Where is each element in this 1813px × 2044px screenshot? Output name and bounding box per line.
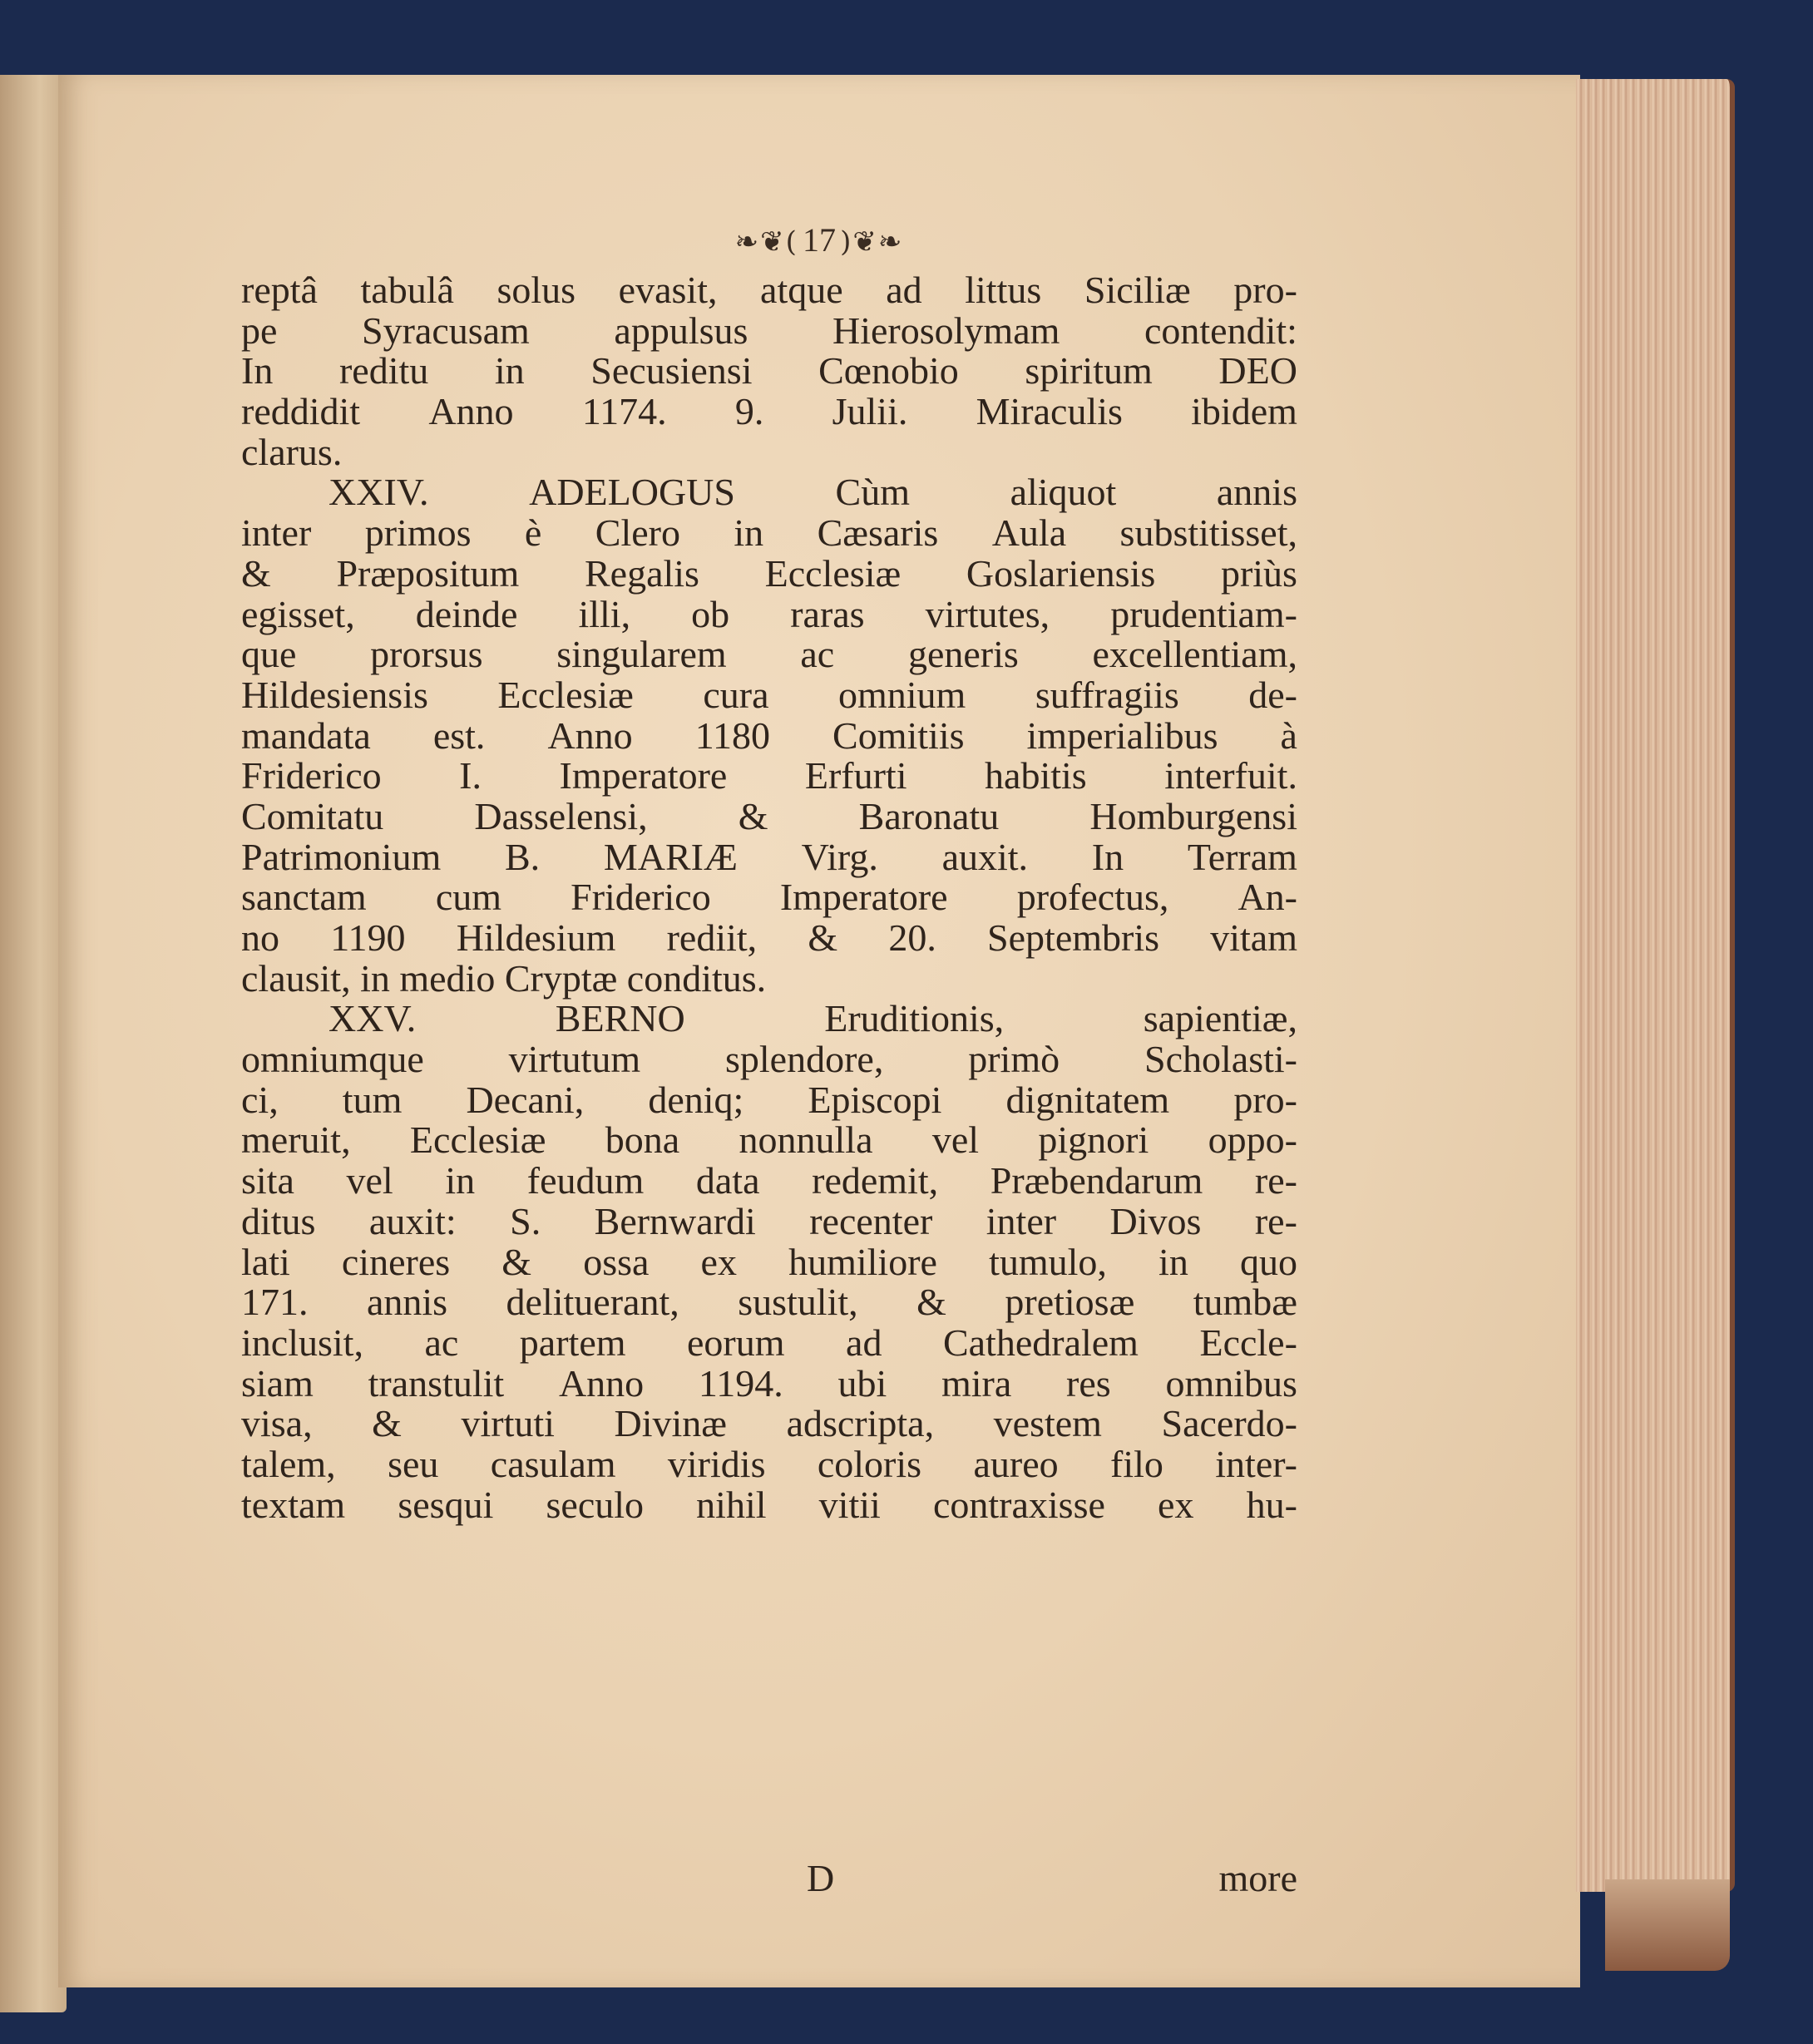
word: ADELOGUS — [529, 471, 735, 514]
word: dignitatem — [1005, 1078, 1170, 1121]
word: In — [241, 349, 274, 393]
text-line — [241, 1039, 1297, 1080]
word: Cæsaris — [817, 511, 939, 555]
page-number: 17 — [803, 221, 836, 259]
ornament-right: )❦❧ — [840, 225, 904, 259]
word: eorum — [687, 1321, 785, 1364]
word: deniq; — [648, 1078, 744, 1121]
word: egisset, — [241, 592, 355, 635]
word: Divos — [1109, 1199, 1202, 1242]
text-line — [241, 877, 1297, 918]
word: ci, — [241, 1078, 279, 1121]
word: mandata — [241, 713, 371, 757]
word: Anno — [547, 713, 633, 757]
word: mira — [941, 1361, 1012, 1405]
word: virtutum — [508, 1038, 641, 1081]
word: reddidit — [241, 390, 361, 433]
word: ad — [886, 269, 922, 311]
word: transtulit — [368, 1361, 505, 1405]
word: pe — [241, 309, 278, 352]
word: generis — [907, 633, 1019, 676]
word: Anno — [558, 1361, 645, 1405]
text-line — [241, 551, 1297, 595]
text-line — [241, 1080, 1297, 1121]
word: S. — [510, 1199, 541, 1242]
word: ibidem — [1191, 390, 1297, 433]
word: res — [1066, 1361, 1111, 1405]
word: sanctam — [241, 876, 367, 919]
word: Præpositum — [336, 551, 520, 595]
word: seculo — [546, 1483, 645, 1526]
ornament-left: ❧❦( — [734, 225, 798, 259]
word: meruit, — [241, 1118, 351, 1162]
word: Friderico — [571, 876, 711, 919]
word: 20. — [888, 916, 936, 959]
word: Septembris — [987, 916, 1160, 959]
word: MARIÆ — [603, 835, 738, 878]
word: suffragiis — [1035, 673, 1179, 716]
word: Decani, — [466, 1078, 585, 1121]
word: sita — [241, 1159, 294, 1202]
word: contendit: — [1144, 309, 1297, 352]
word: filo — [1110, 1442, 1163, 1485]
word: sesqui — [398, 1483, 494, 1526]
text-line — [241, 1242, 1297, 1283]
word: adscripta, — [786, 1402, 935, 1445]
word: Siciliæ — [1084, 269, 1191, 311]
word: nonnulla — [739, 1118, 873, 1162]
word: In — [1091, 835, 1124, 878]
word: contraxisse — [932, 1483, 1105, 1526]
word: ad — [846, 1321, 882, 1364]
word: DEO — [1218, 349, 1297, 393]
word: è — [524, 511, 542, 555]
word: ob — [691, 592, 730, 635]
word: & — [916, 1281, 946, 1324]
word: Miraculis — [976, 390, 1123, 433]
word: atque — [760, 269, 843, 311]
word: viridis — [667, 1442, 766, 1485]
word: Terram — [1187, 835, 1297, 878]
word: Hildesiensis — [241, 673, 428, 716]
word: splendore, — [725, 1038, 884, 1081]
text-line — [241, 1120, 1297, 1161]
word: Patrimonium — [241, 835, 442, 878]
word: data — [695, 1159, 760, 1202]
word: auxit: — [368, 1199, 457, 1242]
word: virtuti — [461, 1402, 555, 1445]
word: prudentiam- — [1110, 592, 1297, 635]
text-line — [241, 675, 1297, 716]
word: Julii. — [832, 390, 908, 433]
page-footer — [241, 1856, 1297, 1906]
word: Eruditionis, — [824, 997, 1005, 1040]
word: à — [1280, 713, 1297, 757]
word: pro- — [1233, 1078, 1297, 1121]
catchword: more — [1218, 1857, 1297, 1899]
page-block-edges — [1576, 79, 1735, 1892]
word: Dasselensi, — [474, 794, 648, 837]
text-line — [241, 1199, 1297, 1242]
word: ossa — [583, 1240, 650, 1283]
word: Bernwardi — [594, 1199, 756, 1242]
word: hu- — [1246, 1483, 1297, 1526]
word: in — [734, 511, 764, 555]
word: solus — [496, 269, 576, 311]
word: raras — [790, 592, 865, 635]
word: Sacerdo- — [1161, 1402, 1297, 1445]
word: An- — [1237, 876, 1297, 919]
text-line — [241, 1282, 1297, 1323]
word: Aula — [991, 511, 1067, 555]
word: aureo — [973, 1442, 1059, 1485]
word: talem, — [241, 1442, 336, 1485]
text-line — [241, 634, 1297, 675]
word: rediit, — [666, 916, 758, 959]
word: evasit, — [618, 269, 718, 311]
word: 1180 — [694, 713, 770, 757]
text-line — [241, 1323, 1297, 1364]
word: redemit, — [812, 1159, 939, 1202]
word: que — [241, 633, 297, 676]
word: inclusit, — [241, 1321, 363, 1364]
word: vel — [931, 1118, 980, 1162]
word: delituerant, — [506, 1281, 679, 1324]
word: omnibus — [1165, 1361, 1297, 1405]
word: Cathedralem — [942, 1321, 1139, 1364]
word: cura — [703, 673, 769, 716]
word: B. — [504, 835, 541, 878]
word: in — [445, 1159, 476, 1202]
word: vitii — [818, 1483, 881, 1526]
word: vitam — [1210, 916, 1297, 959]
word: primò — [968, 1038, 1060, 1081]
word: Episcopi — [808, 1078, 942, 1121]
word: Hildesium — [456, 916, 616, 959]
word: appulsus — [614, 309, 748, 352]
paragraph-start-xxiv — [241, 472, 1297, 513]
text-line — [241, 311, 1297, 352]
word: Ecclesiæ — [409, 1118, 546, 1162]
word: Comitiis — [832, 713, 965, 757]
text-line — [241, 1444, 1297, 1485]
word: Homburgensi — [1089, 794, 1297, 837]
word: reditu — [338, 349, 429, 393]
word: in — [494, 349, 525, 393]
text-line — [241, 592, 1297, 635]
word: no — [241, 916, 279, 959]
text-line — [241, 918, 1297, 959]
word: est. — [432, 713, 486, 757]
word: Secusiensi — [590, 349, 753, 393]
word: excellentiam, — [1092, 633, 1297, 676]
text-line: clausit, in medio Cryptæ conditus. — [241, 956, 767, 1000]
word: nihil — [696, 1483, 767, 1526]
word: Comitatu — [241, 794, 384, 837]
word: inter- — [1215, 1442, 1297, 1485]
word: prorsus — [370, 633, 483, 676]
word: & — [808, 916, 838, 959]
word: feudum — [526, 1159, 645, 1202]
word: 1174. — [581, 390, 667, 433]
word: primos — [364, 511, 472, 555]
word: Cùm — [835, 471, 911, 514]
word: virtutes, — [925, 592, 1050, 635]
word: Eccle- — [1199, 1321, 1297, 1364]
word: 1190 — [330, 916, 406, 959]
word: littus — [965, 269, 1042, 311]
word: pretiosæ — [1005, 1281, 1135, 1324]
facing-page-edge — [0, 75, 67, 2012]
word: quo — [1239, 1240, 1297, 1283]
text-line: clarus. — [241, 430, 343, 473]
word: Clero — [595, 511, 680, 555]
word: deinde — [415, 592, 518, 635]
word: aliquot — [1010, 471, 1117, 514]
word: Anno — [428, 390, 514, 433]
word: humiliore — [788, 1240, 937, 1283]
word: lati — [241, 1240, 290, 1283]
word: vel — [346, 1159, 393, 1202]
word: seu — [388, 1442, 439, 1485]
word: cum — [435, 876, 502, 919]
word: de- — [1248, 673, 1297, 716]
word: ex — [700, 1240, 737, 1283]
word: 1194. — [698, 1361, 783, 1405]
word: tumbæ — [1193, 1281, 1297, 1324]
word: visa, — [241, 1402, 313, 1445]
word: Baronatu — [858, 794, 1000, 837]
word: oppo- — [1208, 1118, 1297, 1162]
word: Cœnobio — [818, 349, 959, 393]
word: Divinæ — [614, 1402, 727, 1445]
word: reptâ — [241, 269, 318, 311]
word: omnium — [838, 673, 966, 716]
word: Goslariensis — [966, 551, 1156, 595]
text-line — [241, 351, 1297, 392]
word: re- — [1254, 1159, 1297, 1202]
word: vestem — [993, 1402, 1102, 1445]
word: I. — [459, 754, 482, 797]
word: Virg. — [801, 835, 878, 878]
word: tum — [342, 1078, 403, 1121]
word: Ecclesiæ — [764, 551, 902, 595]
word: siam — [241, 1361, 314, 1405]
word: pignori — [1038, 1118, 1149, 1162]
word: XXIV. — [329, 471, 429, 514]
text-line — [241, 1361, 1297, 1405]
text-line — [241, 837, 1297, 878]
word: Scholasti- — [1144, 1038, 1297, 1081]
word: Ecclesiæ — [497, 673, 634, 716]
text-line — [241, 1161, 1297, 1202]
text-line — [241, 392, 1297, 432]
word: Imperatore — [559, 754, 728, 797]
word: Præbendarum — [990, 1159, 1203, 1202]
word: annis — [1216, 471, 1297, 514]
word: ac — [800, 633, 835, 676]
word: ubi — [837, 1361, 887, 1405]
word: priùs — [1220, 551, 1297, 595]
word: illi, — [578, 592, 631, 635]
word: partem — [519, 1321, 626, 1364]
word: habitis — [985, 754, 1087, 797]
word: bona — [605, 1118, 680, 1162]
word: inter — [241, 511, 312, 555]
word: substitisset, — [1119, 511, 1297, 555]
word: coloris — [817, 1442, 922, 1485]
word: re- — [1254, 1199, 1297, 1242]
word: in — [1158, 1240, 1188, 1283]
word: interfuit. — [1164, 754, 1297, 797]
word: pro- — [1233, 269, 1297, 311]
text-line — [241, 513, 1297, 554]
word: XXV. — [329, 997, 417, 1040]
word: tabulâ — [360, 269, 454, 311]
text-line — [241, 1485, 1297, 1526]
text-line — [241, 713, 1297, 757]
body-text — [241, 270, 1297, 1525]
word: Regalis — [584, 551, 699, 595]
word: BERNO — [555, 997, 685, 1040]
cover-corner — [1605, 1879, 1730, 1971]
word: sapientiæ, — [1143, 997, 1297, 1040]
word: casulam — [490, 1442, 616, 1485]
text-line — [241, 270, 1297, 311]
word: & — [501, 1240, 532, 1283]
word: ex — [1158, 1483, 1194, 1526]
word: Imperatore — [779, 876, 948, 919]
text-line — [241, 1404, 1297, 1444]
paragraph-start-xxv — [241, 999, 1297, 1039]
word: ditus — [241, 1199, 316, 1242]
word: annis — [366, 1281, 448, 1324]
word: spiritum — [1025, 349, 1153, 393]
word: 171. — [241, 1281, 309, 1324]
word: cineres — [341, 1240, 451, 1283]
word: sustulit, — [738, 1281, 858, 1324]
word: & — [372, 1402, 402, 1445]
word: singularem — [556, 633, 727, 676]
text-line — [241, 756, 1297, 797]
word: omniumque — [241, 1038, 424, 1081]
word: & — [241, 551, 271, 595]
word: Friderico — [241, 754, 382, 797]
word: 9. — [734, 390, 764, 433]
word: profectus, — [1016, 876, 1169, 919]
word: ac — [424, 1321, 459, 1364]
word: & — [738, 794, 768, 837]
page-header — [58, 220, 1580, 259]
word: textam — [241, 1483, 346, 1526]
word: recenter — [809, 1199, 933, 1242]
word: Syracusam — [362, 309, 530, 352]
word: inter — [986, 1199, 1057, 1242]
word: imperialibus — [1026, 713, 1218, 757]
word: Hierosolymam — [832, 309, 1060, 352]
book-page — [58, 75, 1580, 1987]
signature-mark: D — [807, 1857, 835, 1899]
word: tumulo, — [989, 1240, 1107, 1283]
word: Erfurti — [804, 754, 907, 797]
word: auxit. — [941, 835, 1029, 878]
text-line — [241, 794, 1297, 837]
